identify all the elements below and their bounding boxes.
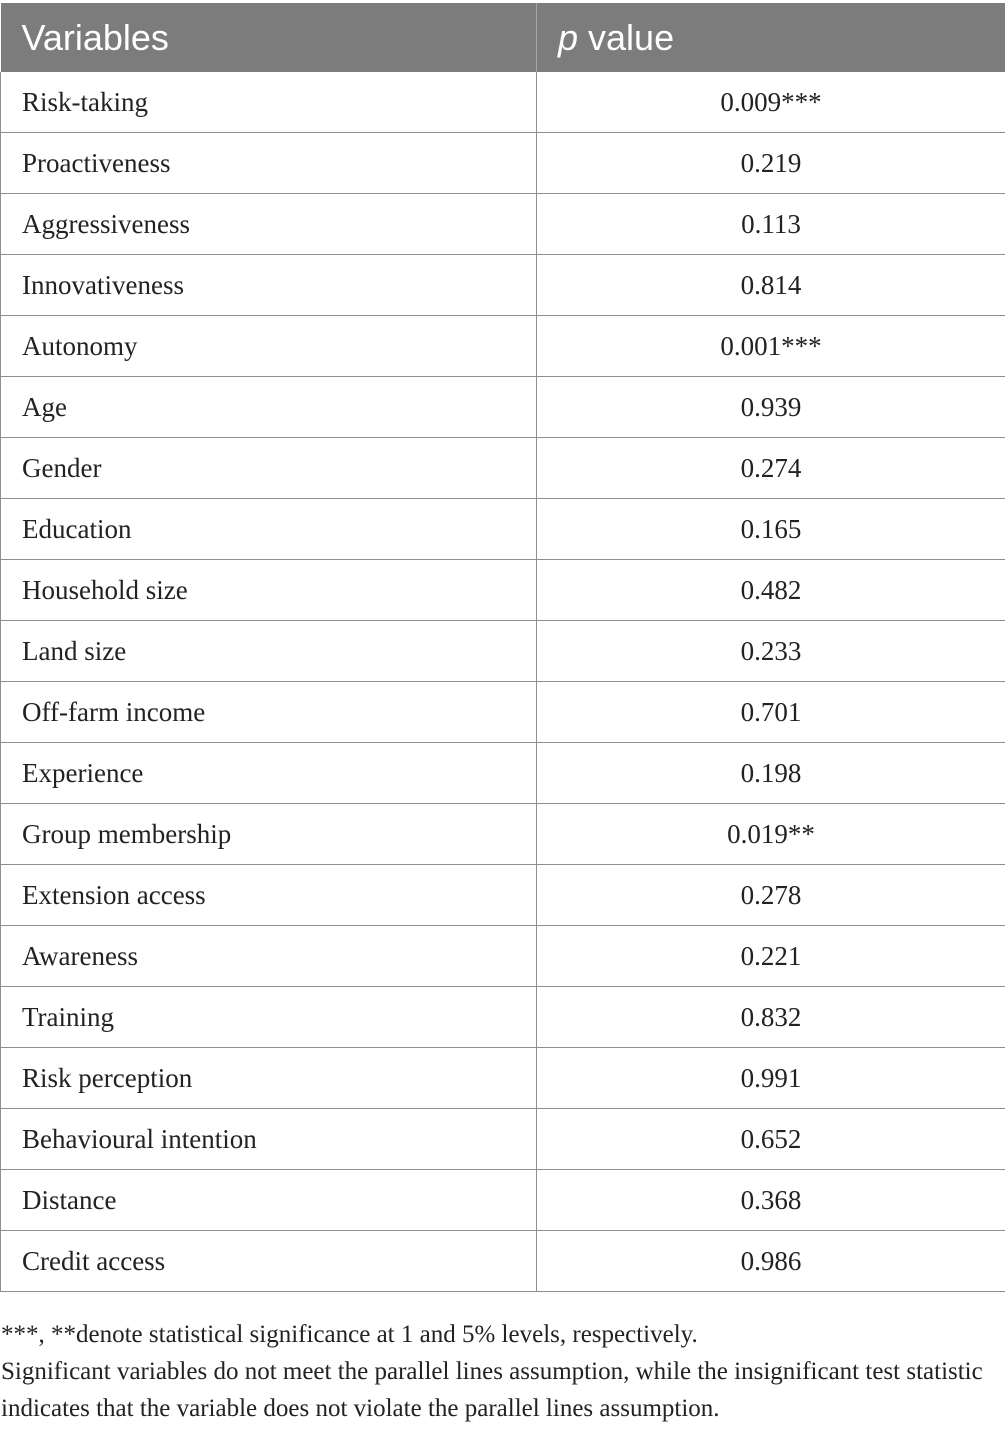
variable-cell: Behavioural intention	[1, 1109, 537, 1170]
variable-cell: Risk-taking	[1, 72, 537, 133]
header-variables: Variables	[1, 3, 537, 72]
variable-cell: Experience	[1, 743, 537, 804]
table-row	[1, 1170, 1005, 1231]
table-row	[1, 194, 1005, 255]
table-row	[1, 804, 1005, 865]
table-row	[1, 987, 1005, 1048]
table-row	[1, 1048, 1005, 1109]
variable-cell: Gender	[1, 438, 537, 499]
variable-cell: Group membership	[1, 804, 537, 865]
table-row	[1, 1231, 1005, 1292]
p-value-cell: 0.814	[537, 255, 1005, 316]
p-value-cell: 0.482	[537, 560, 1005, 621]
p-value-cell: 0.986	[537, 1231, 1005, 1292]
variable-cell: Autonomy	[1, 316, 537, 377]
p-value-cell: 0.001***	[537, 316, 1005, 377]
p-value-cell: 0.701	[537, 682, 1005, 743]
table-row	[1, 438, 1005, 499]
table-row	[1, 621, 1005, 682]
table-row	[1, 865, 1005, 926]
variable-cell: Innovativeness	[1, 255, 537, 316]
results-table-container	[0, 3, 1005, 1292]
table-row	[1, 682, 1005, 743]
variable-cell: Age	[1, 377, 537, 438]
variable-cell: Credit access	[1, 1231, 537, 1292]
variable-cell: Land size	[1, 621, 537, 682]
table-row	[1, 926, 1005, 987]
variable-cell: Awareness	[1, 926, 537, 987]
table-row	[1, 1109, 1005, 1170]
p-value-cell: 0.219	[537, 133, 1005, 194]
variable-cell: Education	[1, 499, 537, 560]
p-value-cell: 0.165	[537, 499, 1005, 560]
header-p-value	[537, 3, 1005, 72]
p-value-cell: 0.019**	[537, 804, 1005, 865]
variable-cell: Training	[1, 987, 537, 1048]
variable-cell: Off-farm income	[1, 682, 537, 743]
variable-cell: Proactiveness	[1, 133, 537, 194]
table-row	[1, 499, 1005, 560]
p-value-cell: 0.832	[537, 987, 1005, 1048]
table-row	[1, 72, 1005, 133]
p-value-cell: 0.198	[537, 743, 1005, 804]
p-value-cell: 0.233	[537, 621, 1005, 682]
variable-cell: Risk perception	[1, 1048, 537, 1109]
header-p-rest: value	[578, 16, 675, 58]
p-value-cell: 0.278	[537, 865, 1005, 926]
p-value-cell: 0.009***	[537, 72, 1005, 133]
header-p-italic: p	[558, 16, 579, 58]
p-value-cell: 0.991	[537, 1048, 1005, 1109]
p-value-cell: 0.368	[537, 1170, 1005, 1231]
footnote-interpretation: Significant variables do not meet the parallel lines assumption, while the insignificant test statistic indicates that the variable does not violate the parallel lines assumption.	[1, 1358, 983, 1422]
variable-cell: Aggressiveness	[1, 194, 537, 255]
p-value-cell: 0.274	[537, 438, 1005, 499]
table-row	[1, 560, 1005, 621]
p-value-cell: 0.221	[537, 926, 1005, 987]
variable-cell: Distance	[1, 1170, 537, 1231]
table-row	[1, 133, 1005, 194]
table-header	[1, 3, 1005, 72]
p-value-cell: 0.652	[537, 1109, 1005, 1170]
variable-cell: Extension access	[1, 865, 537, 926]
p-value-cell: 0.113	[537, 194, 1005, 255]
p-value-cell: 0.939	[537, 377, 1005, 438]
footnote-significance: ***, **denote statistical significance at 1 and 5% levels, respectively.	[1, 1321, 698, 1348]
table-row	[1, 316, 1005, 377]
p-value-table	[0, 3, 1005, 1292]
variable-cell: Household size	[1, 560, 537, 621]
table-row	[1, 377, 1005, 438]
table-row	[1, 255, 1005, 316]
table-footnotes	[1, 1316, 1001, 1427]
header-row	[1, 3, 1005, 72]
table-body	[1, 72, 1005, 1292]
table-row	[1, 743, 1005, 804]
